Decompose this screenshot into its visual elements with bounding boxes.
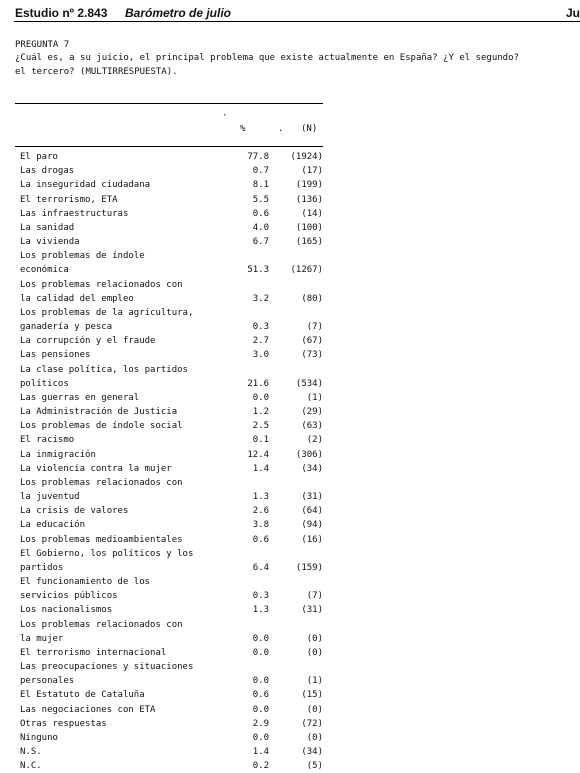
row-percent: 3.2 [252, 293, 269, 304]
row-percent: 0.0 [252, 647, 269, 658]
row-label: N.S. [20, 747, 42, 758]
row-label: partidos [20, 562, 64, 573]
row-count: (34) [301, 747, 323, 758]
row-label: Las preocupaciones y situaciones [20, 662, 194, 673]
table-row [0, 405, 580, 419]
row-label: Los problemas de índole [20, 251, 145, 262]
row-label: Ninguno [20, 732, 58, 743]
row-count: (0) [306, 633, 323, 644]
row-count: (63) [301, 421, 323, 432]
table-row [0, 660, 580, 674]
row-label: Las guerras en general [20, 392, 140, 403]
row-label: la calidad del empleo [20, 293, 134, 304]
row-label: La inmigración [20, 449, 96, 460]
table-row [0, 533, 580, 547]
column-header-count: (N) [301, 124, 318, 134]
table-row [0, 193, 580, 207]
row-count: (1267) [290, 265, 323, 276]
row-label: Los nacionalismos [20, 605, 113, 616]
row-percent: 6.4 [252, 562, 269, 573]
table-row [0, 263, 580, 277]
table-row [0, 490, 580, 504]
header-right-text: Ju [566, 6, 580, 20]
row-count: (72) [301, 718, 323, 729]
row-count: (0) [306, 704, 323, 715]
row-percent: 0.0 [252, 732, 269, 743]
table-row [0, 703, 580, 717]
row-label: La sanidad [20, 222, 75, 233]
table-row [0, 589, 580, 603]
row-label: políticos [20, 378, 69, 389]
table-row [0, 249, 580, 263]
row-label: La crisis de valores [20, 506, 129, 517]
row-percent: 2.7 [252, 336, 269, 347]
row-label: El Estatuto de Cataluña [20, 690, 145, 701]
header-rule [14, 21, 580, 22]
row-count: (0) [306, 732, 323, 743]
table-row [0, 618, 580, 632]
row-percent: 6.7 [252, 237, 269, 248]
row-percent: 12.4 [247, 449, 269, 460]
row-count: (1) [306, 392, 323, 403]
row-percent: 0.0 [252, 633, 269, 644]
row-label: personales [20, 676, 75, 687]
table-row [0, 221, 580, 235]
table-row [0, 433, 580, 447]
row-percent: 8.1 [252, 180, 269, 191]
row-percent: 4.0 [252, 222, 269, 233]
table-row [0, 334, 580, 348]
row-percent: 0.6 [252, 534, 269, 545]
row-count: (64) [301, 506, 323, 517]
row-count: (159) [295, 562, 323, 573]
row-count: (80) [301, 293, 323, 304]
table-row [0, 759, 580, 773]
row-count: (2) [306, 435, 323, 446]
table-row [0, 320, 580, 334]
table-row [0, 688, 580, 702]
row-label: Los problemas de la agricultura, [20, 307, 194, 318]
table-row [0, 150, 580, 164]
row-percent: 0.2 [252, 761, 269, 772]
row-percent: 2.6 [252, 506, 269, 517]
question-text-line1: ¿Cuál es, a su juicio, el principal problema que existe actualmente en España? ¿Y el segundo? [15, 53, 519, 63]
table-row [0, 348, 580, 362]
row-label: La Administración de Justicia [20, 407, 178, 418]
row-label: ganadería y pesca [20, 322, 113, 333]
table-row [0, 717, 580, 731]
row-label: La inseguridad ciudadana [20, 180, 151, 191]
row-label: Los problemas relacionados con [20, 619, 183, 630]
table-row [0, 575, 580, 589]
table-row [0, 278, 580, 292]
row-label: Las drogas [20, 166, 75, 177]
table-row [0, 504, 580, 518]
row-label: La corrupción y el fraude [20, 336, 156, 347]
row-label: la juventud [20, 492, 80, 503]
table-row [0, 292, 580, 306]
table-row [0, 462, 580, 476]
table-row [0, 731, 580, 745]
row-count: (0) [306, 647, 323, 658]
table-row [0, 235, 580, 249]
row-label: Otras respuestas [20, 718, 107, 729]
row-percent: 0.0 [252, 704, 269, 715]
row-label: La clase política, los partidos [20, 364, 188, 375]
row-count: (34) [301, 463, 323, 474]
row-label: El terrorismo, ETA [20, 194, 118, 205]
row-count: (534) [295, 378, 323, 389]
table-row [0, 207, 580, 221]
row-count: (17) [301, 166, 323, 177]
table-row [0, 178, 580, 192]
row-percent: 2.5 [252, 421, 269, 432]
table-row [0, 547, 580, 561]
row-count: (165) [295, 237, 323, 248]
row-percent: 1.4 [252, 747, 269, 758]
page-header [15, 6, 580, 22]
row-count: (5) [306, 761, 323, 772]
row-percent: 1.3 [252, 492, 269, 503]
row-count: (199) [295, 180, 323, 191]
row-label: Las infraestructuras [20, 208, 129, 219]
row-count: (73) [301, 350, 323, 361]
row-percent: 0.0 [252, 392, 269, 403]
row-label: Los problemas medioambientales [20, 534, 183, 545]
row-count: (136) [295, 194, 323, 205]
table-row [0, 518, 580, 532]
table-row [0, 377, 580, 391]
row-count: (100) [295, 222, 323, 233]
row-percent: 3.0 [252, 350, 269, 361]
table-row [0, 164, 580, 178]
row-percent: 1.3 [252, 605, 269, 616]
row-count: (31) [301, 492, 323, 503]
row-label: Las negociaciones con ETA [20, 704, 156, 715]
row-label: Las pensiones [20, 350, 91, 361]
row-count: (15) [301, 690, 323, 701]
table-row [0, 603, 580, 617]
row-percent: 0.3 [252, 322, 269, 333]
row-label: Los problemas de índole social [20, 421, 183, 432]
table-row [0, 745, 580, 759]
table-header-rule [15, 146, 323, 147]
column-header-percent: % [240, 124, 246, 134]
table-row [0, 419, 580, 433]
row-percent: 1.2 [252, 407, 269, 418]
row-label: El paro [20, 152, 58, 162]
row-percent: 1.4 [252, 463, 269, 474]
row-label: El funcionamiento de los [20, 577, 151, 588]
row-percent: 21.6 [247, 378, 269, 389]
barometer-title: Barómetro de julio [125, 6, 232, 20]
row-count: (1924) [290, 152, 323, 162]
row-label: N.C. [20, 761, 42, 772]
row-count: (14) [301, 208, 323, 219]
row-count: (1) [306, 676, 323, 687]
row-count: (29) [301, 407, 323, 418]
table-row [0, 306, 580, 320]
column-header-separator: . [278, 124, 284, 134]
row-label: La vivienda [20, 237, 80, 248]
row-label: Los problemas relacionados con [20, 279, 183, 290]
row-percent: 77.8 [247, 152, 269, 162]
row-percent: 0.6 [252, 208, 269, 219]
row-percent: 0.3 [252, 591, 269, 602]
row-count: (67) [301, 336, 323, 347]
table-row [0, 674, 580, 688]
table-row [0, 646, 580, 660]
row-percent: 3.8 [252, 520, 269, 531]
row-label: El racismo [20, 435, 75, 446]
table-row [0, 632, 580, 646]
row-count: (31) [301, 605, 323, 616]
row-percent: 0.7 [252, 166, 269, 177]
row-label: servicios públicos [20, 591, 118, 602]
row-count: (94) [301, 520, 323, 531]
row-label: la mujer [20, 633, 64, 644]
row-count: (16) [301, 534, 323, 545]
row-count: (306) [295, 449, 323, 460]
table-top-rule [15, 103, 323, 104]
row-label: económica [20, 265, 69, 276]
table-row [0, 363, 580, 377]
study-number: Estudio nº 2.843 [15, 6, 108, 20]
row-count: (7) [306, 322, 323, 333]
row-count: (7) [306, 591, 323, 602]
row-label: El terrorismo internacional [20, 647, 167, 658]
table-row [0, 561, 580, 575]
row-percent: 0.0 [252, 676, 269, 687]
question-text-line2: el tercero? (MULTIRRESPUESTA). [15, 67, 178, 77]
table-dot-mark: · [222, 111, 228, 121]
row-percent: 51.3 [247, 265, 269, 276]
row-label: La violencia contra la mujer [20, 463, 172, 474]
row-label: Los problemas relacionados con [20, 477, 183, 488]
row-percent: 0.6 [252, 690, 269, 701]
row-label: El Gobierno, los políticos y los [20, 548, 194, 559]
row-percent: 2.9 [252, 718, 269, 729]
row-percent: 5.5 [252, 194, 269, 205]
question-number: PREGUNTA 7 [15, 40, 70, 50]
row-percent: 0.1 [252, 435, 269, 446]
table-row [0, 476, 580, 490]
table-row [0, 391, 580, 405]
table-row [0, 448, 580, 462]
row-label: La educación [20, 520, 86, 531]
